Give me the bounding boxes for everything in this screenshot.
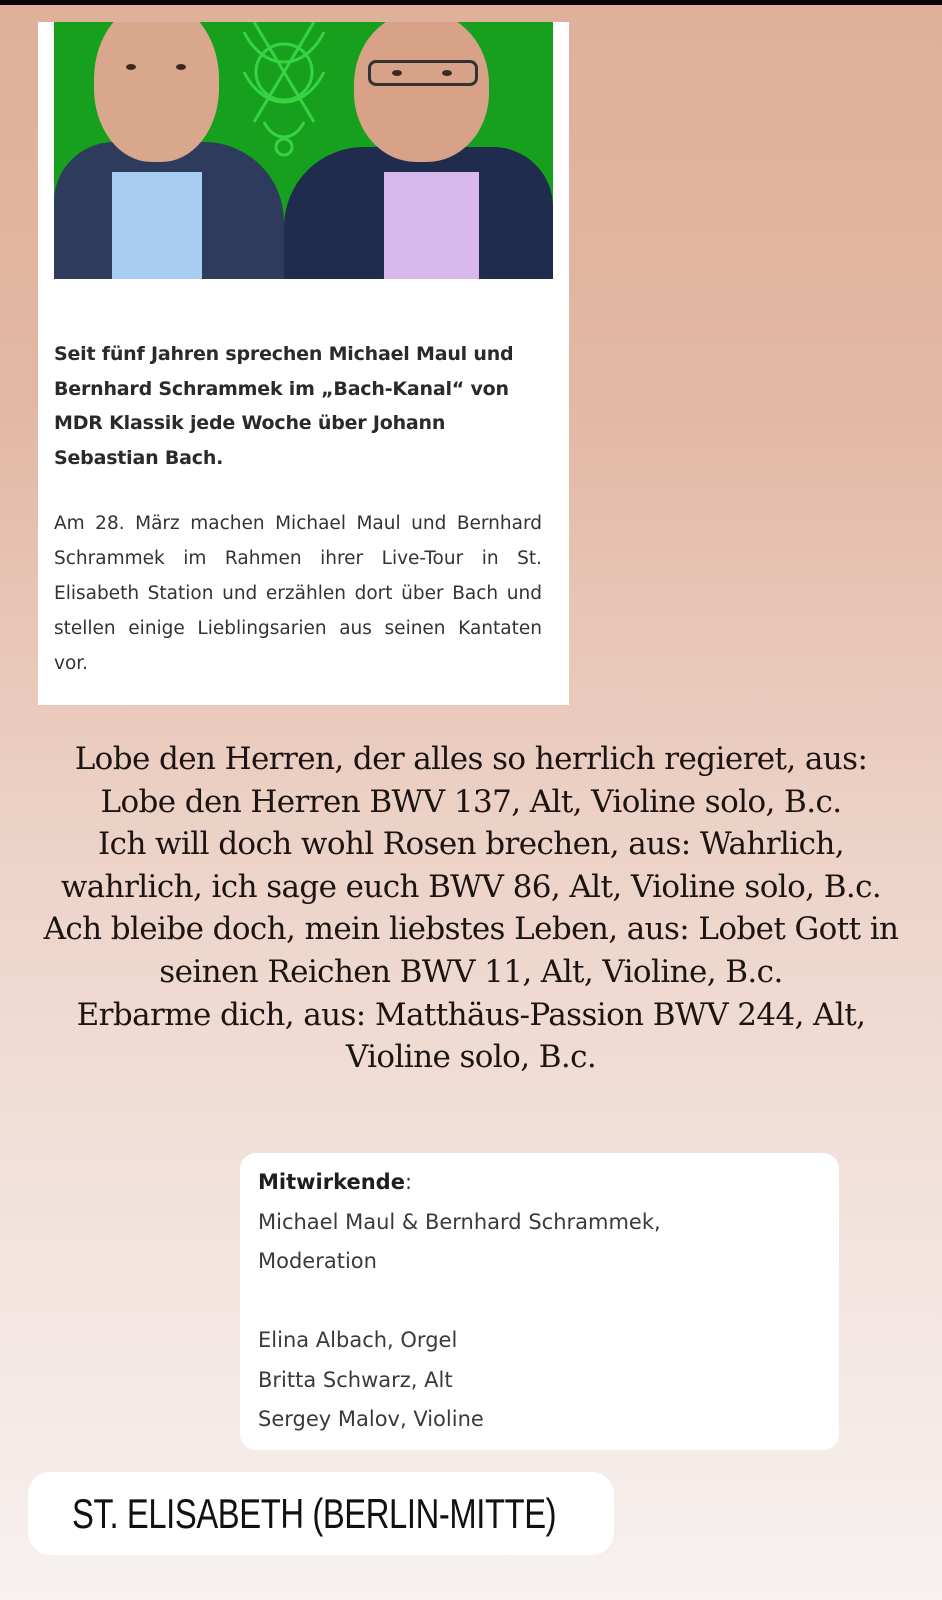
program-item: Erbarme dich, aus: Matthäus-Passion BWV 244, Alt, Violine solo, B.c. (76, 996, 866, 1076)
person-right-shirt (384, 172, 479, 279)
performers-heading-row (258, 1163, 821, 1203)
performers-heading: Mitwirkende (258, 1170, 405, 1194)
person-right-face (354, 22, 489, 162)
program-list (40, 738, 902, 1079)
performer-line: Moderation (258, 1249, 377, 1273)
person-left-shirt (112, 172, 202, 279)
program-item: Ach bleibe doch, mein liebstes Leben, aus: Lobet Gott in seinen Reichen BWV 11, Alt, Violine, B.c. (43, 911, 899, 990)
glasses-icon (368, 60, 478, 86)
status-bar-edge (0, 0, 942, 5)
performer-spacer (258, 1282, 821, 1322)
performer-line: Michael Maul & Bernhard Schrammek, (258, 1209, 661, 1234)
article-body: Am 28. März machen Michael Maul und Bernhard Schrammek im Rahmen ihrer Live-Tour in St. Elisabeth Station und erzählen dort über Bach und stellen einige Lieblingsarien aus seinen Kantaten vor. (54, 513, 542, 674)
location-label: ST. ELISABETH (BERLIN-MITTE) (72, 1489, 557, 1537)
performer-line: Sergey Malov, Violine (258, 1407, 484, 1431)
article-card (38, 22, 569, 705)
person-left-face (94, 22, 219, 162)
location-sticker[interactable] (28, 1472, 614, 1555)
performer-line: Britta Schwarz, Alt (258, 1367, 453, 1392)
bach-monogram-icon (224, 22, 344, 172)
article-lead: Seit fünf Jahren sprechen Michael Maul und Bernhard Schrammek im „Bach-Kanal“ von MDR Klassik jede Woche über Johann Sebastian Bach. (54, 343, 514, 469)
performer-line: Elina Albach, Orgel (258, 1328, 458, 1352)
program-item: Ich will doch wohl Rosen brechen, aus: Wahrlich, wahrlich, ich sage euch BWV 86, Alt, Violine solo, B.c. (60, 826, 882, 905)
performers-card (240, 1153, 839, 1450)
performers-heading-colon: : (404, 1170, 413, 1194)
article-photo (54, 22, 553, 279)
program-item: Lobe den Herren, der alles so herrlich regieret, aus: Lobe den Herren BWV 137, Alt, Violine solo, B.c. (74, 741, 868, 820)
